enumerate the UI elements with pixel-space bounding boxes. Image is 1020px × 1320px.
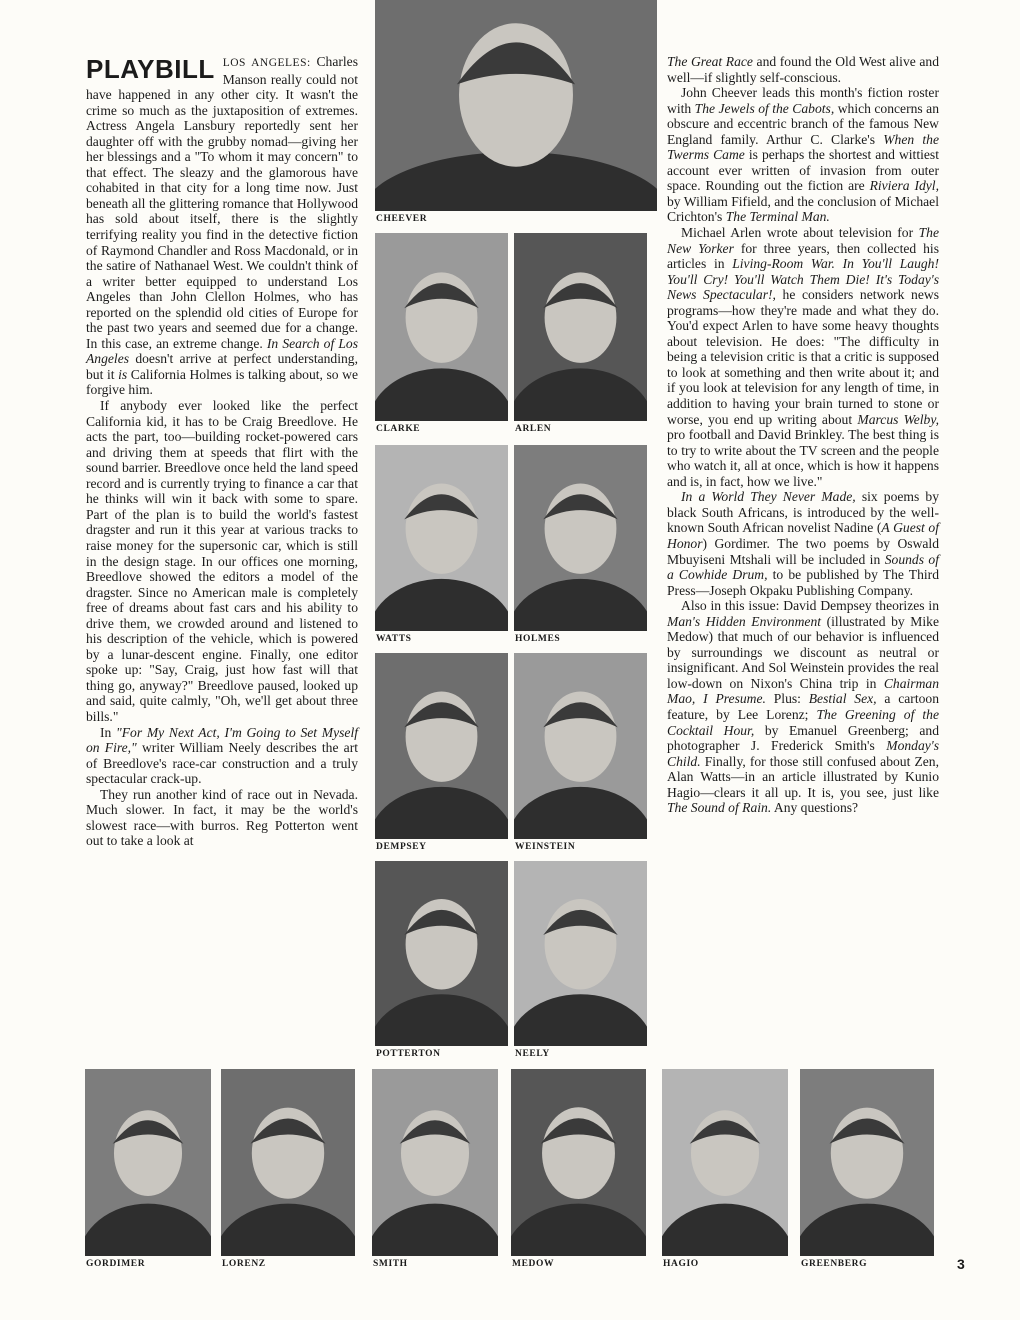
dempsey-caption: DEMPSEY bbox=[376, 842, 427, 852]
lorenz-photo bbox=[221, 1069, 355, 1256]
clarke-caption: CLARKE bbox=[376, 424, 421, 434]
also-paragraph: Also in this issue: David Dempsey theorizes in Man's Hidden Environment (illustrated by Mike Medow) that much of our behavior is influenced by surroundings we discount as neutral or insignificant. And Sol Weinstein provides the real low-down on Nixon's China trip in Chairman Mao, I Presume. Plus: Bestial Sex, a cartoon feature, by Lee Lorenz; The Greening of the Cocktail Hour, by Emanuel Greenberg; and photographer J. Frederick Smith's Monday's Child. Finally, for those still confused about Zen, Alan Watts—in an article illustrated by Kunio Hagio—clears it all up. It is, you see, just like The Sound of Rain. Any questions? bbox=[667, 598, 940, 816]
greenberg-photo bbox=[800, 1069, 934, 1256]
arlen-paragraph: Michael Arlen wrote about television for The New Yorker for three years, then collected his articles in Living-Room War. In You'll Laugh! You'll Cry! You'll Watch Them Die! It's Today's News Spectacular!, he considers network news programs—how they're made and what they do. You'd expect Arlen to have some heavy thoughts about television. He does: "The difficulty in being a television critic is that a critic is supposed to look at something and then write about it; and if you look at television for any length of time, in addition to having your brain turned to stone or worse, you end up writing about Marcus Welby, pro football and David Brinkley. The best thing is to try to write about the TV screen and the people who watch it, all at once, which is how it happens and is, in fact, how we live." bbox=[667, 225, 940, 489]
holmes-caption: HOLMES bbox=[515, 634, 561, 644]
page-number: 3 bbox=[957, 1256, 965, 1272]
dateline: LOS ANGELES: bbox=[222, 57, 311, 69]
weinstein-caption: WEINSTEIN bbox=[515, 842, 576, 852]
cheever-photo bbox=[375, 0, 657, 211]
gordimer-photo bbox=[85, 1069, 211, 1256]
holmes-photo bbox=[514, 445, 647, 631]
neely-caption: NEELY bbox=[515, 1049, 550, 1059]
race-continued-paragraph: The Great Race and found the Old West alive and well—if slightly self-conscious. bbox=[667, 54, 939, 85]
watts-photo bbox=[375, 445, 508, 631]
watts-caption: WATTS bbox=[376, 634, 412, 644]
smith-photo bbox=[372, 1069, 498, 1256]
clarke-photo bbox=[375, 233, 508, 421]
gordimer-caption: GORDIMER bbox=[86, 1259, 146, 1269]
greenberg-caption: GREENBERG bbox=[801, 1259, 868, 1269]
page-title: PLAYBILL bbox=[86, 54, 215, 84]
poems-paragraph: In a World They Never Made, six poems by black South Africans, is introduced by the well-known South African novelist Nadine (A Guest of Honor) Gordimer. The two poems by Oswald Mbuyiseni Mtshali will be included in Sounds of a Cowhide Drum, to be published by The Third Press—Joseph Okpaku Publishing Company. bbox=[667, 489, 940, 598]
medow-photo bbox=[511, 1069, 646, 1256]
race-paragraph: They run another kind of race out in Nevada. Much slower. In fact, it may be the world's slowest race—with burros. Reg Potterton went out to take a look at bbox=[86, 786, 358, 849]
arlen-photo bbox=[514, 233, 647, 421]
arlen-caption: ARLEN bbox=[515, 424, 552, 434]
potterton-caption: POTTERTON bbox=[376, 1049, 441, 1059]
fiction-paragraph: John Cheever leads this month's fiction roster with The Jewels of the Cabots, which concerns an obscure and eccentric branch of the famous New England family. Arthur C. Clarke's When the Twerms Came is perhaps the shortest and wittiest account ever written of invasion from outer space. Rounding out the fiction are Riviera Idyl, by William Fifield, and the conclusion of Michael Crichton's The Terminal Man. bbox=[667, 85, 939, 225]
smith-caption: SMITH bbox=[373, 1259, 408, 1269]
weinstein-photo bbox=[514, 653, 647, 839]
potterton-photo bbox=[375, 861, 508, 1046]
dempsey-photo bbox=[375, 653, 508, 839]
hagio-photo bbox=[662, 1069, 788, 1256]
intro-paragraph: PLAYBILL LOS ANGELES: Charles Manson really could not have happened in any other city. It wasn't the crime so much as the juxtaposition of extremes. Actress Angela Lansbury reportedly sent her daughter off with the grubby nomad—giving her her blessings and a "To whom it may concern" to that effect. The sleazy and the glamorous have cohabited in that city for a long time now. Just beneath all the glittering romance that Hollywood has sold about itself, there is the slightly terrifying reality you find in the detective fiction of Raymond Chandler and Ross Macdonald, or in the satire of Nathanael West. We couldn't think of a writer better equipped to understand Los Angeles than John Clellon Holmes, who has reported on the splendid old cities of Europe for the past two years and seemed due for a change. In this case, an extreme change. In Search of Los Angeles doesn't arrive at perfect understanding, but it is California Holmes is talking about, so we forgive him. bbox=[86, 54, 359, 398]
neely-photo bbox=[514, 861, 647, 1046]
left-text-column bbox=[86, 54, 358, 849]
hagio-caption: HAGIO bbox=[663, 1259, 699, 1269]
cheever-caption: CHEEVER bbox=[376, 214, 428, 224]
neely-paragraph: In "For My Next Act, I'm Going to Set Myself on Fire," writer William Neely describes the art of Breedlove's race-car construction and a truly spectacular crack-up. bbox=[86, 724, 358, 787]
right-text-column bbox=[667, 54, 939, 816]
breedlove-paragraph: If anybody ever looked like the perfect California kid, it has to be Craig Breedlove. He acts the part, too—building rocket-powered cars and driving them at speeds that flirt with the sound barrier. Breedlove once held the land speed record and is currently trying to finance a car that he thinks will win it back with some to spare. Part of the plan is to build the world's fastest dragster and run it this year at various tracks to raise money for the supersonic car, which is still in the design stage. In our offices one morning, Breedlove showed the editors a model of the dragster. Since no American male is completely free of dreams about fast cars and his ability to drive them, we crowded around and listened to his description of the vehicle, which is powered by a lunar-descent engine. Finally, one editor spoke up: "Say, Craig, just how fast will that thing go, anyway?" Breedlove paused, looked up and said, quite calmly, "Oh, we'll get about three bills." bbox=[86, 398, 358, 724]
lorenz-caption: LORENZ bbox=[222, 1259, 266, 1269]
medow-caption: MEDOW bbox=[512, 1259, 555, 1269]
